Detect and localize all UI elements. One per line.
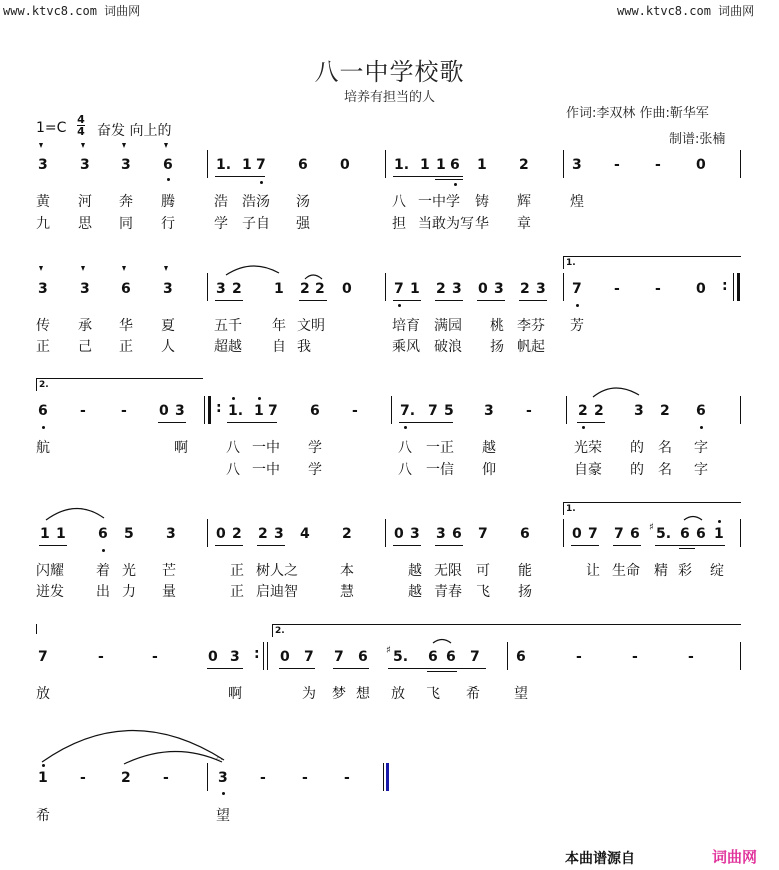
note: 3: [80, 157, 90, 173]
note: 2: [660, 403, 670, 419]
lyric: 八: [226, 462, 240, 478]
note: 6: [298, 157, 308, 173]
repeat-dots: :: [722, 278, 728, 294]
composer-credits: 作词:李双林 作曲:靳华军: [566, 106, 709, 121]
note: 6: [163, 157, 173, 173]
lyric: 九: [36, 216, 50, 232]
lyric: 字: [694, 440, 708, 456]
slur: [226, 266, 279, 275]
lyric: 望: [216, 808, 230, 824]
source-text: 本曲谱源自: [565, 851, 635, 867]
lyric: 华: [119, 318, 133, 334]
slur: [305, 275, 322, 279]
slur: [593, 388, 639, 397]
lyric: 量: [162, 584, 176, 600]
lyric: 乘风: [392, 339, 420, 355]
note: 6: [696, 403, 706, 419]
note: -: [526, 403, 532, 419]
note: 3: [216, 281, 226, 297]
lyric: 当敢为写: [418, 216, 474, 232]
note: 3: [484, 403, 494, 419]
first-ending-label: 1.: [566, 504, 576, 514]
lyric: 一中学: [418, 194, 460, 210]
lyric: 李芬: [517, 318, 545, 334]
slur: [46, 508, 104, 520]
lyric: 强: [296, 216, 310, 232]
slur: [124, 751, 222, 764]
lyric: 名: [658, 462, 672, 478]
note: 3: [166, 526, 176, 542]
note: -: [352, 403, 358, 419]
lyric: 思: [78, 216, 92, 232]
lyric: 一中: [252, 440, 280, 456]
note: -: [576, 649, 582, 665]
page-title: 八一中学校歌: [314, 58, 465, 86]
lyric: 本: [340, 563, 354, 579]
note: 0: [342, 281, 352, 297]
arranger-credit: 制谱:张楠: [669, 132, 726, 147]
note: 2: [342, 526, 352, 542]
lyric: 己: [78, 339, 92, 355]
repeat-dots: :: [254, 646, 260, 662]
lyric: 八: [226, 440, 240, 456]
note: 6: [121, 281, 131, 297]
note: -: [655, 157, 661, 173]
lyric: 一正: [426, 440, 454, 456]
note: 7: [572, 281, 582, 297]
sharp-sign: ♯: [386, 645, 391, 656]
lyric: 担: [392, 216, 406, 232]
key-signature: 1=C: [36, 120, 67, 136]
lyric: 启迪智: [256, 584, 298, 600]
lyric: 一中: [252, 462, 280, 478]
lyric: 传: [36, 318, 50, 334]
note: 2: [232, 526, 242, 542]
lyric: 八: [398, 440, 412, 456]
lyric: 无限: [434, 563, 462, 579]
lyric: 奔: [119, 194, 133, 210]
note: 0: [696, 281, 706, 297]
time-sig-bottom: 4: [77, 125, 85, 138]
note: 4: [300, 526, 310, 542]
watermark-right: www.ktvc8.com 词曲网: [617, 4, 755, 18]
lyric: 五千: [214, 318, 242, 334]
note: 7: [478, 526, 488, 542]
note: 0: [159, 403, 169, 419]
note: -: [98, 649, 104, 665]
site-logo[interactable]: 词曲网: [712, 848, 758, 866]
note: 3: [452, 281, 462, 297]
note: 1: [420, 157, 430, 173]
lyric: 的: [630, 462, 644, 478]
lyric: 字: [694, 462, 708, 478]
lyric: 行: [161, 216, 175, 232]
lyric: 煌: [570, 194, 584, 210]
note: 3: [634, 403, 644, 419]
note: 3: [121, 157, 131, 173]
note: 6: [446, 649, 456, 665]
lyric: 可: [476, 563, 490, 579]
note: 5.: [393, 649, 409, 665]
lyric: 正: [119, 339, 133, 355]
note: -: [260, 770, 266, 786]
lyric: 章: [517, 216, 531, 232]
lyric: 的: [630, 440, 644, 456]
lyric: 光: [122, 563, 136, 579]
note: 1.: [228, 403, 244, 419]
note: 1: [714, 526, 724, 542]
note: 7: [588, 526, 598, 542]
note: 5.: [656, 526, 672, 542]
note: -: [344, 770, 350, 786]
note: 1: [274, 281, 284, 297]
note: 7: [428, 403, 438, 419]
lyric: 培育: [392, 318, 420, 334]
note: -: [688, 649, 694, 665]
lyric: 八: [398, 462, 412, 478]
lyric: 八: [392, 194, 406, 210]
note: 3: [175, 403, 185, 419]
lyric: 人: [161, 339, 175, 355]
note: 1.: [394, 157, 410, 173]
note: 3: [494, 281, 504, 297]
note: 3: [410, 526, 420, 542]
note: 2: [436, 281, 446, 297]
lyric: 破浪: [434, 339, 462, 355]
note: 6: [358, 649, 368, 665]
lyric: 学: [214, 216, 228, 232]
note: 7: [304, 649, 314, 665]
lyric: 承: [78, 318, 92, 334]
note: 2: [300, 281, 310, 297]
lyric: 一信: [426, 462, 454, 478]
note: 2: [519, 157, 529, 173]
note: 5: [124, 526, 134, 542]
lyric: 名: [658, 440, 672, 456]
lyric: 芒: [162, 563, 176, 579]
time-sig-top: 4: [77, 113, 85, 126]
note: 6: [452, 526, 462, 542]
note: 1: [436, 157, 446, 173]
lyric: 学: [308, 440, 322, 456]
note: -: [80, 770, 86, 786]
lyric: 能: [518, 563, 532, 579]
lyric: 越: [482, 440, 496, 456]
second-ending-label: 2.: [39, 380, 49, 390]
note: 7.: [400, 403, 416, 419]
lyric: 扬: [518, 584, 532, 600]
lyric: 汤: [296, 194, 310, 210]
lyric: 桃: [490, 318, 504, 334]
note: 7: [394, 281, 404, 297]
lyric: 力: [122, 584, 136, 600]
note: 3: [436, 526, 446, 542]
lyric: 学: [308, 462, 322, 478]
note: 3: [38, 281, 48, 297]
lyric: 树人之: [256, 563, 298, 579]
note: 0: [208, 649, 218, 665]
note: 7: [256, 157, 266, 173]
note: -: [163, 770, 169, 786]
lyric: 扬: [490, 339, 504, 355]
sharp-sign: ♯: [649, 522, 654, 533]
note: 0: [696, 157, 706, 173]
note: 2: [520, 281, 530, 297]
note: -: [80, 403, 86, 419]
lyric: 浩汤: [242, 194, 270, 210]
lyric: 为: [302, 686, 316, 702]
note: -: [152, 649, 158, 665]
note: 2: [594, 403, 604, 419]
note: 0: [394, 526, 404, 542]
lyric: 放: [391, 686, 405, 702]
note: 7: [470, 649, 480, 665]
lyric: 河: [78, 194, 92, 210]
note: 7: [334, 649, 344, 665]
slur: [433, 640, 451, 644]
lyric: 着: [96, 563, 110, 579]
note: 3: [274, 526, 284, 542]
lyric: 同: [119, 216, 133, 232]
note: 7: [268, 403, 278, 419]
note: 1: [38, 770, 48, 786]
note: 1: [410, 281, 420, 297]
note: 5: [444, 403, 454, 419]
fermata-icon: 𝄐: [216, 752, 223, 765]
lyric: 正: [230, 563, 244, 579]
note: 6: [450, 157, 460, 173]
lyric: 绽: [710, 563, 724, 579]
lyric: 满园: [434, 318, 462, 334]
lyric: 夏: [161, 318, 175, 334]
note: 6: [38, 403, 48, 419]
lyric: 越: [408, 563, 422, 579]
note: -: [121, 403, 127, 419]
note: 6: [98, 526, 108, 542]
lyric: 年: [272, 318, 286, 334]
note: -: [655, 281, 661, 297]
note: 1: [56, 526, 66, 542]
lyric: 啊: [174, 440, 188, 456]
note: 0: [280, 649, 290, 665]
lyric: 希: [36, 808, 50, 824]
lyric: 出: [96, 584, 110, 600]
note: 3: [80, 281, 90, 297]
lyric: 正: [230, 584, 244, 600]
note: 0: [572, 526, 582, 542]
note: 1: [254, 403, 264, 419]
note: 3: [230, 649, 240, 665]
second-ending-label: 2.: [275, 626, 285, 636]
lyric: 铸: [475, 194, 489, 210]
lyric: 航: [36, 440, 50, 456]
lyric: 腾: [161, 194, 175, 210]
slur: [42, 730, 224, 762]
tempo-marking: 奋发 向上的: [97, 123, 172, 139]
lyric: 梦: [332, 686, 346, 702]
note: 6: [680, 526, 690, 542]
note: 3: [536, 281, 546, 297]
lyric: 自: [272, 339, 286, 355]
note: 0: [478, 281, 488, 297]
note: 2: [258, 526, 268, 542]
note: 0: [216, 526, 226, 542]
lyric: 正: [36, 339, 50, 355]
lyric: 飞: [426, 686, 440, 702]
lyric: 光荣: [574, 440, 602, 456]
lyric: 超越: [214, 339, 242, 355]
note: 2: [315, 281, 325, 297]
lyric: 辉: [517, 194, 531, 210]
first-ending-label: 1.: [566, 258, 576, 268]
note: 6: [428, 649, 438, 665]
page-subtitle: 培养有担当的人: [343, 90, 435, 105]
note: 7: [38, 649, 48, 665]
note: 7: [614, 526, 624, 542]
note: 0: [340, 157, 350, 173]
lyric: 迸发: [36, 584, 64, 600]
note: 6: [310, 403, 320, 419]
lyric: 越: [408, 584, 422, 600]
lyric: 慧: [340, 584, 354, 600]
note: 1: [477, 157, 487, 173]
note: 2: [121, 770, 131, 786]
lyric: 青春: [434, 584, 462, 600]
lyric: 芳: [570, 318, 584, 334]
lyric: 华: [475, 216, 489, 232]
note: 1: [242, 157, 252, 173]
note: 2: [232, 281, 242, 297]
watermark-left: www.ktvc8.com 词曲网: [3, 4, 141, 18]
repeat-start-dots: :: [216, 400, 222, 416]
lyric: 希: [466, 686, 480, 702]
note: 6: [520, 526, 530, 542]
note: 3: [572, 157, 582, 173]
lyric: 飞: [476, 584, 490, 600]
lyric: 我: [297, 339, 311, 355]
lyric: 黄: [36, 194, 50, 210]
note: 6: [630, 526, 640, 542]
lyric: 彩: [678, 563, 692, 579]
note: -: [302, 770, 308, 786]
lyric: 放: [36, 686, 50, 702]
lyric: 自豪: [574, 462, 602, 478]
lyric: 啊: [228, 686, 242, 702]
note: 6: [696, 526, 706, 542]
note: 6: [516, 649, 526, 665]
lyric: 子自: [242, 216, 270, 232]
lyric: 生命: [612, 563, 640, 579]
note: 2: [578, 403, 588, 419]
note: 3: [163, 281, 173, 297]
lyric: 想: [356, 686, 370, 702]
note: -: [614, 281, 620, 297]
note: 1: [40, 526, 50, 542]
note: -: [614, 157, 620, 173]
note: -: [632, 649, 638, 665]
lyric: 让: [586, 563, 600, 579]
slur: [684, 517, 702, 521]
lyric: 文明: [297, 318, 325, 334]
lyric: 精: [654, 563, 668, 579]
lyric: 仰: [482, 462, 496, 478]
lyric: 浩: [214, 194, 228, 210]
note: 3: [38, 157, 48, 173]
lyric: 帆起: [517, 339, 545, 355]
note: 1.: [216, 157, 232, 173]
note: 3: [218, 770, 228, 786]
lyric: 望: [514, 686, 528, 702]
lyric: 闪耀: [36, 563, 64, 579]
